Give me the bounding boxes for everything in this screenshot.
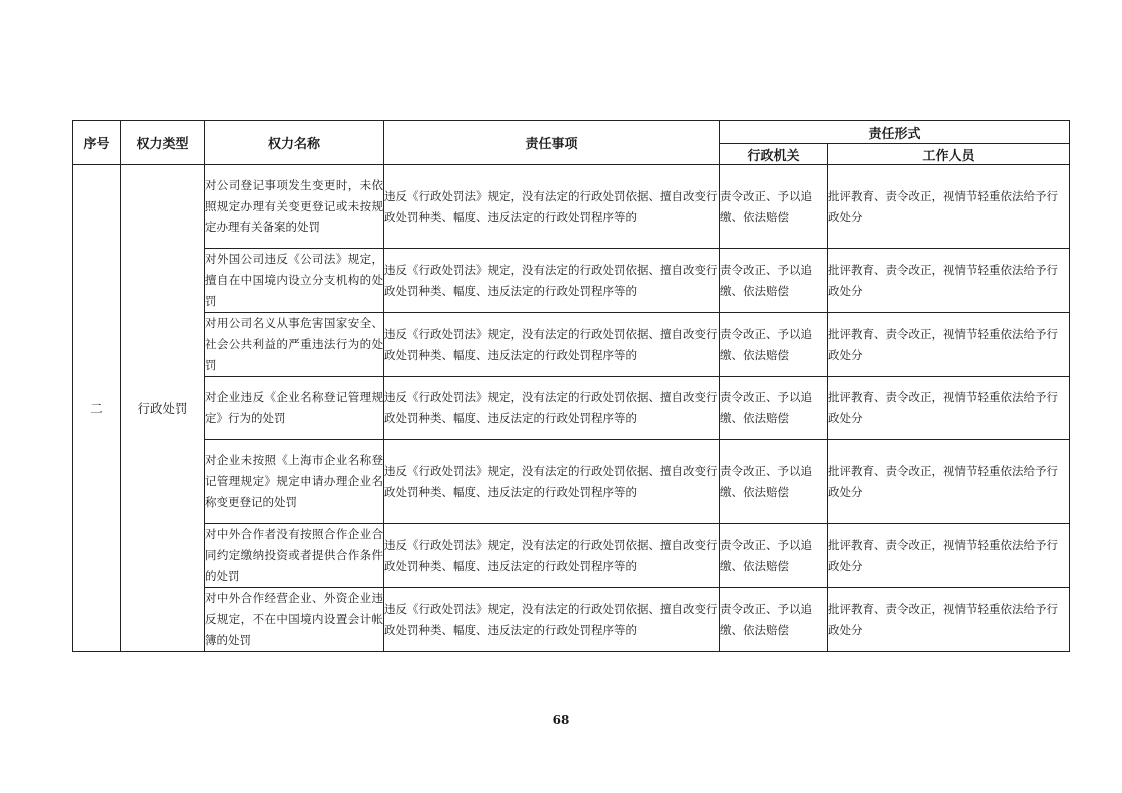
power-name: 对用公司名义从事危害国家安全、社会公共利益的严重违法行为的处罚 <box>205 313 384 377</box>
table-row <box>73 440 1070 524</box>
staff-responsibility: 批评教育、责令改正，视情节轻重依法给予行政处分 <box>828 440 1070 524</box>
org-responsibility: 责令改正、予以追缴、依法赔偿 <box>720 524 828 588</box>
staff-responsibility: 批评教育、责令改正，视情节轻重依法给予行政处分 <box>828 249 1070 313</box>
duty-text: 违反《行政处罚法》规定，没有法定的行政处罚依据、擅自改变行政处罚种类、幅度、违反法定的行政处罚程序等的 <box>384 588 720 652</box>
power-name: 对企业未按照《上海市企业名称登记管理规定》规定申请办理企业名称变更登记的处罚 <box>205 440 384 524</box>
table-row <box>73 524 1070 588</box>
staff-responsibility: 批评教育、责令改正，视情节轻重依法给予行政处分 <box>828 524 1070 588</box>
power-name: 对中外合作经营企业、外资企业违反规定，不在中国境内设置会计帐簿的处罚 <box>205 588 384 652</box>
table-row <box>73 165 1070 249</box>
table-row <box>73 377 1070 440</box>
header-seq: 序号 <box>73 121 121 165</box>
power-name: 对企业违反《企业名称登记管理规定》行为的处罚 <box>205 377 384 440</box>
duty-text: 违反《行政处罚法》规定，没有法定的行政处罚依据、擅自改变行政处罚种类、幅度、违反法定的行政处罚程序等的 <box>384 165 720 249</box>
duty-text: 违反《行政处罚法》规定，没有法定的行政处罚依据、擅自改变行政处罚种类、幅度、违反法定的行政处罚程序等的 <box>384 440 720 524</box>
org-responsibility: 责令改正、予以追缴、依法赔偿 <box>720 165 828 249</box>
header-org: 行政机关 <box>720 144 828 165</box>
power-name: 对外国公司违反《公司法》规定，擅自在中国境内设立分支机构的处罚 <box>205 249 384 313</box>
page-number: 68 <box>552 713 570 727</box>
duty-text: 违反《行政处罚法》规定，没有法定的行政处罚依据、擅自改变行政处罚种类、幅度、违反法定的行政处罚程序等的 <box>384 313 720 377</box>
staff-responsibility: 批评教育、责令改正，视情节轻重依法给予行政处分 <box>828 377 1070 440</box>
staff-responsibility: 批评教育、责令改正，视情节轻重依法给予行政处分 <box>828 165 1070 249</box>
org-responsibility: 责令改正、予以追缴、依法赔偿 <box>720 588 828 652</box>
power-name: 对公司登记事项发生变更时，未依照规定办理有关变更登记或未按规定办理有关备案的处罚 <box>205 165 384 249</box>
staff-responsibility: 批评教育、责令改正，视情节轻重依法给予行政处分 <box>828 313 1070 377</box>
table-row <box>73 249 1070 313</box>
duty-text: 违反《行政处罚法》规定，没有法定的行政处罚依据、擅自改变行政处罚种类、幅度、违反法定的行政处罚程序等的 <box>384 524 720 588</box>
table-row <box>73 313 1070 377</box>
org-responsibility: 责令改正、予以追缴、依法赔偿 <box>720 249 828 313</box>
duty-text: 违反《行政处罚法》规定，没有法定的行政处罚依据、擅自改变行政处罚种类、幅度、违反法定的行政处罚程序等的 <box>384 249 720 313</box>
power-name: 对中外合作者没有按照合作企业合同约定缴纳投资或者提供合作条件的处罚 <box>205 524 384 588</box>
group-seq: 二 <box>73 165 121 652</box>
header-staff: 工作人员 <box>828 144 1070 165</box>
responsibility-table <box>72 120 1070 652</box>
org-responsibility: 责令改正、予以追缴、依法赔偿 <box>720 440 828 524</box>
staff-responsibility: 批评教育、责令改正，视情节轻重依法给予行政处分 <box>828 588 1070 652</box>
org-responsibility: 责令改正、予以追缴、依法赔偿 <box>720 377 828 440</box>
header-duty: 责任事项 <box>384 121 720 165</box>
table-row <box>73 588 1070 652</box>
org-responsibility: 责令改正、予以追缴、依法赔偿 <box>720 313 828 377</box>
duty-text: 违反《行政处罚法》规定，没有法定的行政处罚依据、擅自改变行政处罚种类、幅度、违反法定的行政处罚程序等的 <box>384 377 720 440</box>
group-type: 行政处罚 <box>121 165 205 652</box>
header-form: 责任形式 <box>720 121 1070 144</box>
header-type: 权力类型 <box>121 121 205 165</box>
header-name: 权力名称 <box>205 121 384 165</box>
